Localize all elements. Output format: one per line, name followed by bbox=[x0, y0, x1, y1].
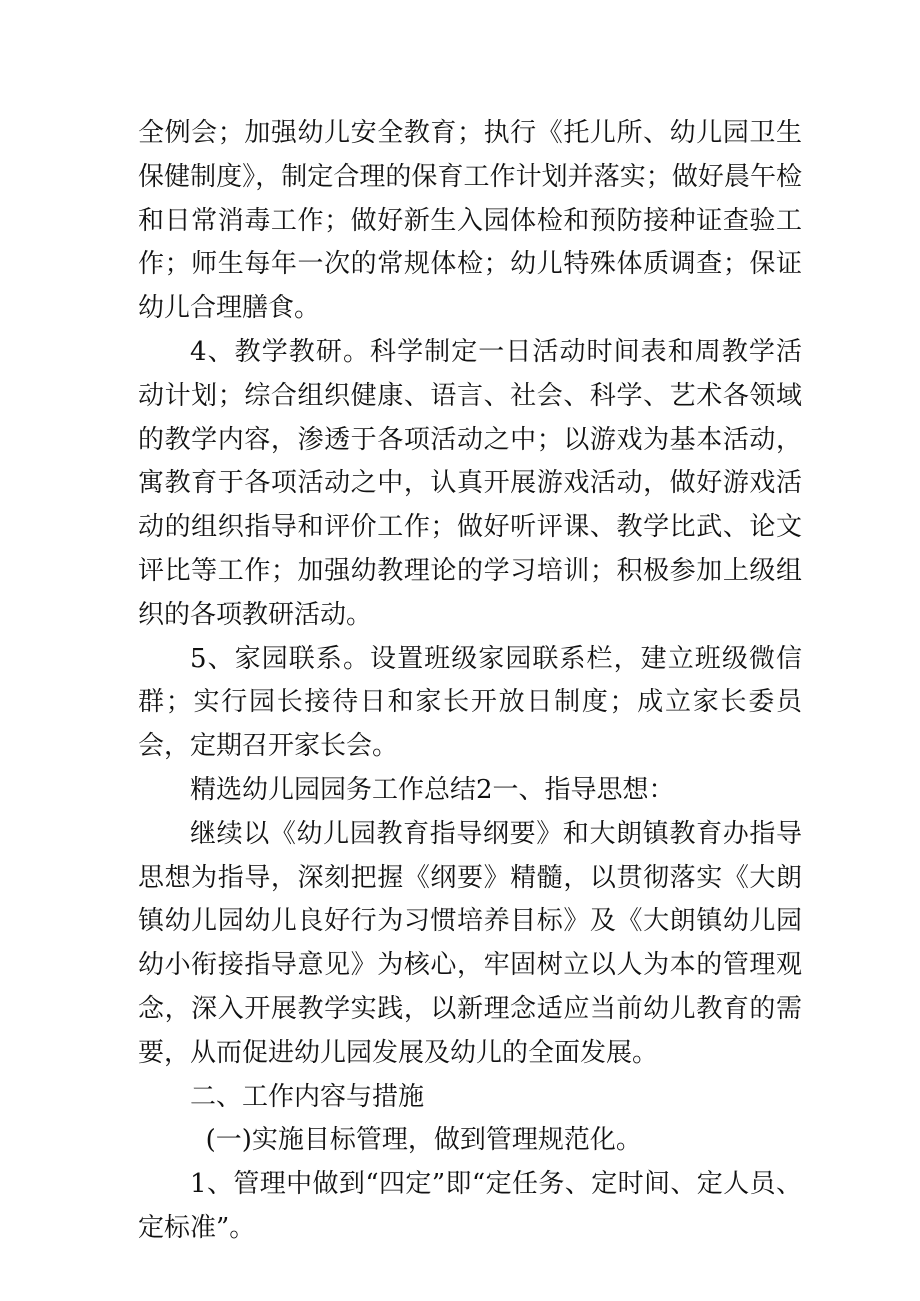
paragraph-guiding-ideology: 继续以《幼儿园教育指导纲要》和大朗镇教育办指导思想为指导，深刻把握《纲要》精髓，以贯彻落实《大朗镇幼儿园幼儿良好行为习惯培养目标》及《大朗镇幼儿园幼小衔接指导意见》为核心，牢固树立以人为本的管理观念，深入开展教学实践，以新理念适应当前幼儿教育的需要，从而促进幼儿园发展及幼儿的全面发展。 bbox=[138, 818, 802, 1068]
paragraph-teaching-research: 4、教学教研。科学制定一日活动时间表和周教学活动计划；综合组织健康、语言、社会、科学、艺术各领域的教学内容，渗透于各项活动之中；以游戏为基本活动，寓教育于各项活动之中，认真开展游戏活动，做好游戏活动的组织指导和评价工作；做好听评课、教学比武、论文评比等工作；加强幼教理论的学习培训；积极参加上级组织的各项教研活动。 bbox=[138, 336, 802, 630]
paragraph-four-fixed: 1、管理中做到“四定”即“定任务、定时间、定人员、定标准”。 bbox=[138, 1169, 802, 1243]
paragraph-home-school-contact: 5、家园联系。设置班级家园联系栏，建立班级微信群；实行园长接待日和家长开放日制度；成立家长委员会，定期召开家长会。 bbox=[138, 643, 802, 762]
section-heading-work-content: 二、工作内容与措施 bbox=[190, 1081, 425, 1112]
section-title-summary-2: 精选幼儿园园务工作总结2一、指导思想： bbox=[190, 774, 675, 805]
document-body bbox=[138, 112, 802, 1251]
paragraph-health-care: 全例会；加强幼儿安全教育；执行《托儿所、幼儿园卫生保健制度》，制定合理的保育工作计划并落实；做好晨午检和日常消毒工作；做好新生入园体检和预防接种证查验工作；师生每年一次的常规体检；幼儿特殊体质调查；保证幼儿合理膳食。 bbox=[138, 118, 802, 324]
subheading-target-management: (一)实施目标管理，做到管理规范化。 bbox=[205, 1125, 642, 1156]
